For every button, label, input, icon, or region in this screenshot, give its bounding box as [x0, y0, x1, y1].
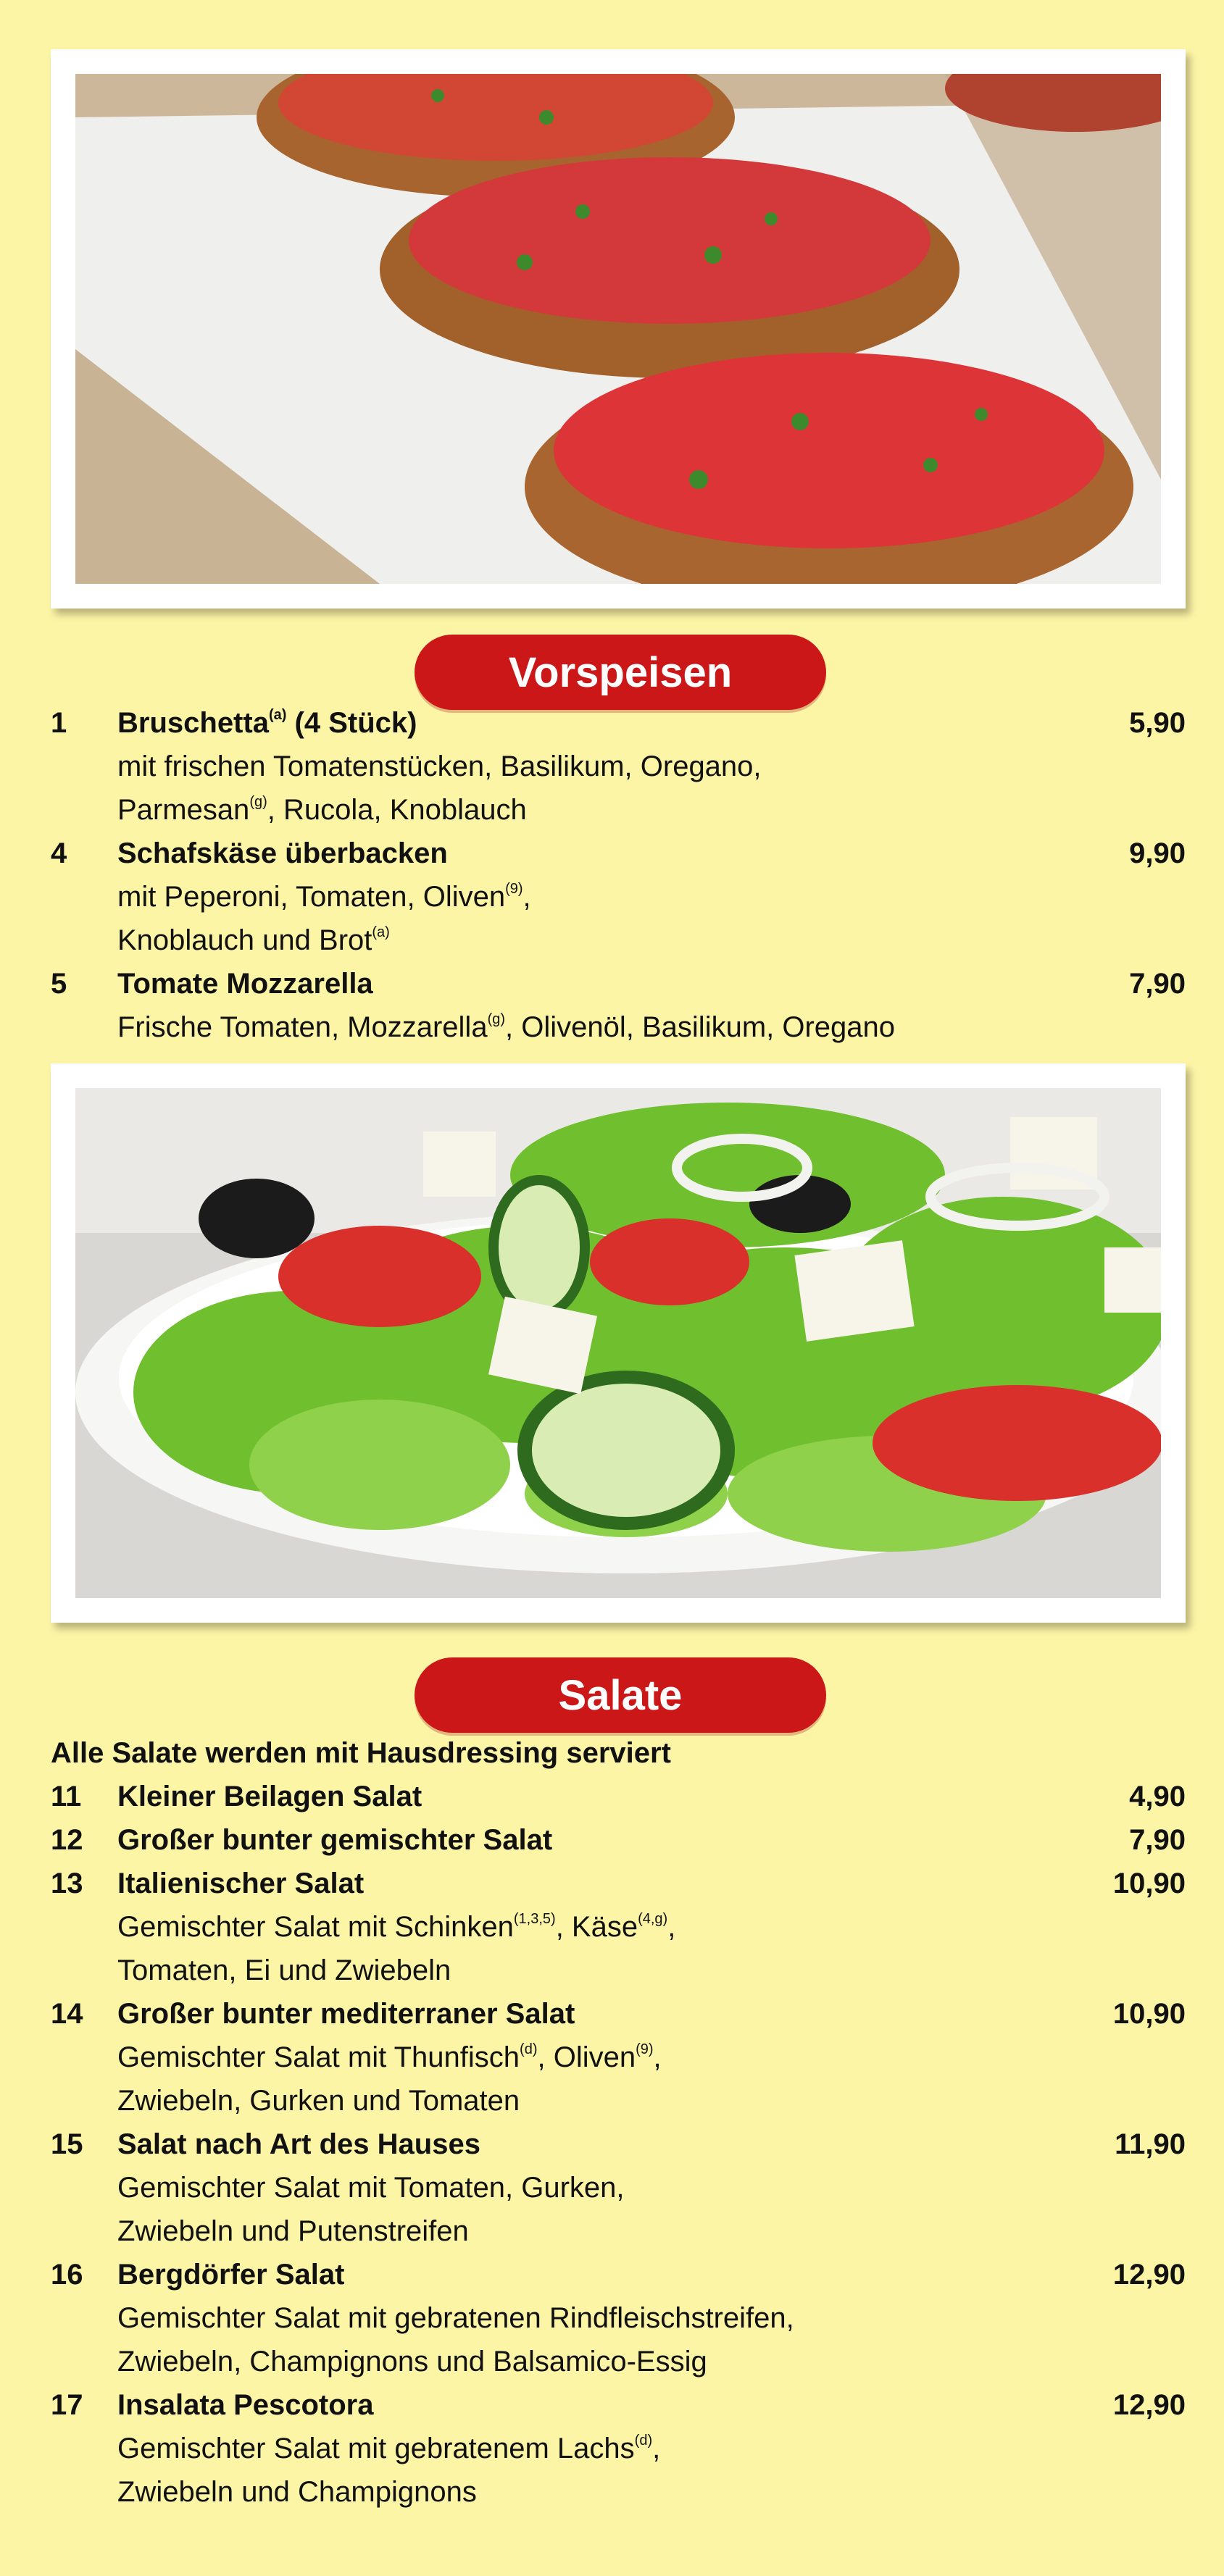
item-description: Gemischter Salat mit gebratenen Rindfleischstreifen, — [117, 2302, 794, 2334]
item-description: Frische Tomaten, Mozzarella$^{(g)}$, Olivenöl, Basilikum, Oregano — [117, 1011, 896, 1043]
bruschetta-illustration — [75, 74, 1161, 584]
item-description: Parmesan$^{(g)}$, Rucola, Knoblauch — [117, 794, 527, 826]
item-price: 10,90 — [1112, 1998, 1186, 2030]
item-name: Insalata Pescotora — [117, 2389, 374, 2421]
menu-item — [51, 1775, 1186, 1818]
item-price: 7,90 — [1129, 1824, 1186, 1856]
item-name: Bergdörfer Salat — [117, 2259, 345, 2291]
item-description: Gemischter Salat mit Thunfisch$^{(d)}$, Oliven$^{(9)}$, — [117, 2041, 662, 2073]
menu-item — [51, 1818, 1186, 1862]
menu-list-salate — [51, 1731, 1186, 2514]
salad-photo-frame — [51, 1063, 1186, 1623]
item-price: 7,90 — [1129, 968, 1186, 1000]
item-price: 4,90 — [1129, 1781, 1186, 1812]
menu-item — [51, 962, 1186, 1005]
item-price: 5,90 — [1129, 707, 1186, 739]
item-name: Italienischer Salat — [117, 1868, 365, 1899]
item-description: Gemischter Salat mit Tomaten, Gurken, — [117, 2172, 625, 2204]
item-description: Knoblauch und Brot$^{(a)}$ — [117, 924, 390, 956]
menu-item — [51, 1862, 1186, 1905]
salate-intro: Alle Salate werden mit Hausdressing serviert — [51, 1737, 671, 1769]
item-number: 11 — [51, 1781, 82, 1812]
menu-item — [51, 2253, 1186, 2296]
item-number: 12 — [51, 1824, 83, 1856]
menu-list-vorspeisen — [51, 701, 1186, 1049]
menu-item — [51, 832, 1186, 875]
menu-item — [51, 701, 1186, 745]
item-number: 1 — [51, 707, 67, 739]
section-title-vorspeisen: Vorspeisen — [415, 635, 826, 710]
item-description: Zwiebeln, Champignons und Balsamico-Essig — [117, 2346, 707, 2378]
item-description: Zwiebeln und Putenstreifen — [117, 2215, 469, 2247]
item-name: Kleiner Beilagen Salat — [117, 1781, 422, 1812]
item-price: 12,90 — [1112, 2389, 1186, 2421]
item-price: 11,90 — [1115, 2128, 1186, 2160]
item-number: 4 — [51, 837, 67, 869]
item-name: Salat nach Art des Hauses — [117, 2128, 480, 2160]
item-name: Bruschetta$^{(a)}$ (4 Stück) — [117, 707, 417, 739]
item-description: mit frischen Tomatenstücken, Basilikum, Oregano, — [117, 750, 762, 782]
item-number: 16 — [51, 2259, 83, 2291]
item-price: 10,90 — [1112, 1868, 1186, 1899]
item-name: Schafskäse überbacken — [117, 837, 448, 869]
menu-item — [51, 2123, 1186, 2166]
item-name: Großer bunter mediterraner Salat — [117, 1998, 575, 2030]
item-description: Zwiebeln, Gurken und Tomaten — [117, 2085, 520, 2117]
item-description: Gemischter Salat mit gebratenem Lachs$^{(d)}$, — [117, 2433, 661, 2464]
bruschetta-photo-frame — [51, 49, 1186, 609]
item-name: Tomate Mozzarella — [117, 968, 373, 1000]
item-description: Tomaten, Ei und Zwiebeln — [117, 1954, 451, 1986]
item-number: 13 — [51, 1868, 83, 1899]
item-price: 9,90 — [1129, 837, 1186, 869]
item-number: 14 — [51, 1998, 83, 2030]
item-number: 15 — [51, 2128, 83, 2160]
bruschetta-photo — [75, 74, 1161, 584]
item-number: 17 — [51, 2389, 83, 2421]
item-description: mit Peperoni, Tomaten, Oliven$^{(9)}$, — [117, 881, 531, 913]
item-name: Großer bunter gemischter Salat — [117, 1824, 553, 1856]
item-description: Gemischter Salat mit Schinken$^{(1,3,5)}$, Käse$^{(4,g)}$, — [117, 1911, 676, 1943]
section-title-salate: Salate — [415, 1657, 826, 1733]
item-number: 5 — [51, 968, 67, 1000]
salad-photo — [75, 1088, 1161, 1598]
menu-item — [51, 2383, 1186, 2427]
salad-illustration — [75, 1088, 1161, 1598]
menu-item — [51, 1992, 1186, 2036]
item-price: 12,90 — [1112, 2259, 1186, 2291]
item-description: Zwiebeln und Champignons — [117, 2476, 477, 2508]
